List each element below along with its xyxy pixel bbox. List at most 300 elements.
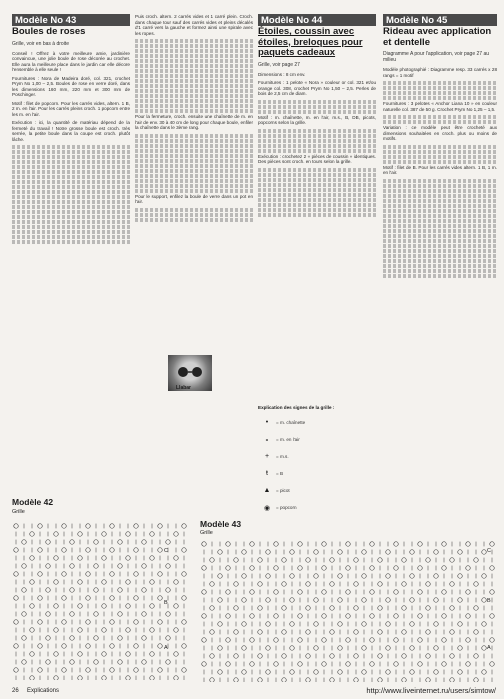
text-line	[383, 249, 497, 253]
text-line	[135, 39, 253, 43]
section-label-c: C	[164, 548, 168, 554]
popcorn-stitch	[86, 620, 90, 624]
popcorn-stitch	[378, 606, 382, 610]
popcorn-stitch	[46, 588, 50, 592]
cat-caption: Llabar	[176, 385, 192, 391]
popcorn-stitch	[118, 636, 122, 640]
popcorn-stitch	[362, 670, 366, 674]
page-number: 26	[12, 688, 19, 694]
popcorn-stitch	[314, 550, 318, 554]
popcorn-stitch	[182, 548, 186, 552]
popcorn-stitch	[394, 566, 398, 570]
popcorn-stitch	[354, 630, 358, 634]
popcorn-stitch	[142, 636, 146, 640]
legend-label: = B	[276, 471, 284, 476]
popcorn-stitch	[14, 644, 18, 648]
popcorn-stitch	[394, 638, 398, 642]
popcorn-stitch	[174, 556, 178, 560]
popcorn-stitch	[466, 662, 470, 666]
text-line	[258, 198, 376, 202]
model-44-subtitle: Étoiles, coussin avec étoiles, breloques pour paquets cadeaux	[258, 26, 363, 58]
popcorn-stitch	[250, 566, 254, 570]
model-43-subtitle: Boules de roses	[12, 26, 86, 37]
legend-item	[258, 482, 378, 499]
text-line	[135, 64, 253, 68]
popcorn-stitch	[306, 606, 310, 610]
popcorn-stitch	[126, 580, 130, 584]
popcorn-stitch	[14, 572, 18, 576]
popcorn-stitch	[298, 662, 302, 666]
popcorn-stitch	[78, 652, 82, 656]
popcorn-stitch	[46, 540, 50, 544]
popcorn-stitch	[306, 558, 310, 562]
popcorn-stitch	[322, 614, 326, 618]
text-line	[135, 184, 253, 188]
text-line	[12, 235, 130, 239]
chart-42-grid	[12, 522, 188, 680]
popcorn-stitch	[78, 676, 82, 680]
popcorn-stitch	[466, 590, 470, 594]
popcorn-stitch	[426, 558, 430, 562]
popcorn-stitch	[282, 654, 286, 658]
popcorn-stitch	[210, 558, 214, 562]
popcorn-stitch	[226, 542, 230, 546]
popcorn-stitch	[14, 620, 18, 624]
section-label-a: A	[487, 645, 491, 651]
popcorn-stitch	[30, 652, 34, 656]
popcorn-stitch	[442, 542, 446, 546]
text-line	[383, 244, 497, 248]
popcorn-stitch	[242, 646, 246, 650]
text-line	[258, 203, 376, 207]
popcorn-stitch	[474, 606, 478, 610]
chart-42-subtitle: Grille	[12, 509, 25, 515]
text-line	[383, 81, 497, 85]
chain-stitch-icon: •	[265, 419, 269, 426]
popcorn-stitch	[266, 622, 270, 626]
model-44-meta: Grille, voir page 27	[258, 61, 300, 68]
popcorn-stitch	[466, 638, 470, 642]
popcorn-stitch	[158, 620, 162, 624]
popcorn-stitch	[126, 556, 130, 560]
popcorn-stitch	[226, 662, 230, 666]
popcorn-stitch	[126, 628, 130, 632]
text-line	[258, 139, 376, 143]
text-line	[258, 213, 376, 217]
popcorn-stitch	[450, 558, 454, 562]
text-line	[383, 120, 497, 124]
popcorn-stitch	[474, 558, 478, 562]
popcorn-stitch	[434, 550, 438, 554]
popcorn-stitch	[166, 564, 170, 568]
popcorn-stitch	[450, 630, 454, 634]
popcorn-stitch	[410, 550, 414, 554]
text-line	[383, 91, 497, 95]
popcorn-stitch	[210, 678, 214, 682]
popcorn-stitch	[54, 628, 58, 632]
text-line	[383, 234, 497, 238]
popcorn-stitch	[330, 558, 334, 562]
popcorn-stitch	[174, 532, 178, 536]
popcorn-stitch	[490, 566, 494, 570]
popcorn-stitch	[274, 542, 278, 546]
popcorn-stitch	[94, 540, 98, 544]
model-43-title: Modèle No 43	[12, 14, 130, 26]
popcorn-stitch	[354, 582, 358, 586]
text-line	[135, 79, 253, 83]
model-44-para3: Motif : m. chaînette, m. en l'air, m.s., B, DB, picots, popcorns selon la grille.	[258, 114, 376, 125]
popcorn-stitch	[110, 620, 114, 624]
popcorn-stitch	[242, 622, 246, 626]
popcorn-stitch	[22, 564, 26, 568]
text-line	[135, 99, 253, 103]
popcorn-stitch	[354, 678, 358, 682]
popcorn-stitch	[426, 678, 430, 682]
popcorn-stitch	[242, 550, 246, 554]
popcorn-stitch	[370, 614, 374, 618]
popcorn-stitch	[442, 638, 446, 642]
popcorn-stitch	[150, 580, 154, 584]
source-url[interactable]: http://www.liveinternet.ru/users/simtow/	[366, 686, 496, 695]
text-line	[12, 165, 130, 169]
popcorn-stitch	[354, 558, 358, 562]
popcorn-stitch	[314, 598, 318, 602]
popcorn-stitch	[362, 598, 366, 602]
chart-43-grid	[200, 540, 496, 682]
popcorn-stitch	[250, 542, 254, 546]
popcorn-stitch	[126, 652, 130, 656]
popcorn-stitch	[290, 574, 294, 578]
popcorn-stitch	[14, 596, 18, 600]
popcorn-stitch	[346, 662, 350, 666]
popcorn-icon: ◉	[263, 504, 271, 512]
popcorn-stitch	[134, 644, 138, 648]
popcorn-stitch	[394, 542, 398, 546]
popcorn-stitch	[378, 678, 382, 682]
text-line	[258, 149, 376, 153]
model-45-para1: Modèle photographié : Diagramme resp. 33 carrés x 28 rangs = 1 motif	[383, 67, 497, 78]
popcorn-stitch	[402, 582, 406, 586]
popcorn-stitch	[202, 542, 206, 546]
popcorn-stitch	[174, 628, 178, 632]
text-line	[383, 160, 497, 164]
legend-label: = m. chaînette	[276, 420, 306, 425]
popcorn-stitch	[174, 604, 178, 608]
popcorn-stitch	[298, 542, 302, 546]
popcorn-stitch	[450, 654, 454, 658]
popcorn-stitch	[150, 652, 154, 656]
popcorn-stitch	[174, 676, 178, 680]
popcorn-stitch	[38, 524, 42, 528]
text-line	[12, 210, 130, 214]
popcorn-stitch	[158, 524, 162, 528]
popcorn-stitch	[38, 596, 42, 600]
text-line	[135, 54, 253, 58]
popcorn-stitch	[266, 646, 270, 650]
popcorn-stitch	[490, 542, 494, 546]
popcorn-stitch	[102, 532, 106, 536]
popcorn-stitch	[306, 582, 310, 586]
popcorn-stitch	[102, 676, 106, 680]
popcorn-stitch	[30, 556, 34, 560]
popcorn-stitch	[362, 646, 366, 650]
popcorn-stitch	[330, 606, 334, 610]
popcorn-stitch	[46, 564, 50, 568]
model-45-para2: Fournitures : 3 pelotes « Anchor Liana 10 » en couleur naturelle col. 387 de 50 g. Crochet Prym No 1,25 – 1,5.	[383, 101, 497, 112]
text-line	[383, 145, 497, 149]
popcorn-stitch	[370, 662, 374, 666]
popcorn-stitch	[386, 670, 390, 674]
popcorn-stitch	[118, 588, 122, 592]
popcorn-stitch	[442, 614, 446, 618]
popcorn-stitch	[410, 574, 414, 578]
popcorn-stitch	[218, 622, 222, 626]
popcorn-stitch	[338, 622, 342, 626]
popcorn-stitch	[158, 572, 162, 576]
model-43-para1: Conseil ! Offrez à votre meilleure amie, jardinière convaincue, une jolie boule de rose décorée au crochet. Elle aura la meilleure place dans le jardin car elle décore l'ensemble à elle seule !	[12, 50, 130, 72]
popcorn-stitch	[150, 604, 154, 608]
popcorn-stitch	[458, 598, 462, 602]
popcorn-stitch	[434, 670, 438, 674]
popcorn-stitch	[338, 574, 342, 578]
popcorn-stitch	[102, 580, 106, 584]
popcorn-stitch	[150, 532, 154, 536]
popcorn-stitch	[402, 654, 406, 658]
text-line	[258, 105, 376, 109]
popcorn-stitch	[78, 580, 82, 584]
popcorn-stitch	[370, 542, 374, 546]
popcorn-stitch	[466, 566, 470, 570]
legend-label: = picot	[276, 488, 290, 493]
text-line	[135, 208, 253, 212]
popcorn-stitch	[134, 548, 138, 552]
model-43-para2: Fournitures : Nora de Madeira doré, col. 321, crochet Prym No 1,00 – 2,5. Boules de rose en verre doré, dans les dimensions 160 mm, 220 mm et 300 mm de Poschinger.	[12, 75, 130, 97]
text-line	[383, 199, 497, 203]
popcorn-stitch	[282, 630, 286, 634]
text-line	[258, 129, 376, 133]
popcorn-stitch	[418, 590, 422, 594]
popcorn-stitch	[330, 654, 334, 658]
popcorn-stitch	[62, 548, 66, 552]
text-line	[383, 86, 497, 90]
legend-item	[258, 499, 378, 516]
popcorn-stitch	[402, 678, 406, 682]
text-line	[383, 239, 497, 243]
popcorn-stitch	[126, 676, 130, 680]
text-line	[258, 144, 376, 148]
popcorn-stitch	[458, 646, 462, 650]
popcorn-stitch	[46, 660, 50, 664]
popcorn-stitch	[434, 574, 438, 578]
popcorn-stitch	[442, 662, 446, 666]
text-line	[12, 195, 130, 199]
text-line	[135, 134, 253, 138]
popcorn-stitch	[346, 566, 350, 570]
popcorn-stitch	[298, 590, 302, 594]
popcorn-stitch	[474, 630, 478, 634]
text-line	[12, 175, 130, 179]
popcorn-stitch	[94, 660, 98, 664]
popcorn-stitch	[250, 662, 254, 666]
popcorn-stitch	[62, 572, 66, 576]
popcorn-stitch	[290, 646, 294, 650]
model-44-para1: Dimensions : 8 cm env.	[258, 71, 306, 77]
popcorn-stitch	[14, 524, 18, 528]
popcorn-stitch	[282, 606, 286, 610]
middle-para2: Pour la fermeture, croch. ensuite une chaînette de m. en l'air de env. 30 à 40 cm de long pour chaque boule, enfiler la chaînette dans le 3ème rang.	[135, 114, 253, 130]
text-line	[258, 173, 376, 177]
popcorn-stitch	[282, 558, 286, 562]
popcorn-stitch	[202, 662, 206, 666]
popcorn-stitch	[226, 566, 230, 570]
text-line	[258, 193, 376, 197]
popcorn-stitch	[46, 612, 50, 616]
popcorn-stitch	[94, 564, 98, 568]
double-crochet-icon: ŧ	[266, 470, 268, 477]
popcorn-stitch	[322, 638, 326, 642]
text-line	[383, 214, 497, 218]
text-line	[383, 96, 497, 100]
popcorn-stitch	[354, 606, 358, 610]
popcorn-stitch	[490, 590, 494, 594]
text-line	[258, 168, 376, 172]
popcorn-stitch	[166, 636, 170, 640]
text-line	[383, 274, 497, 278]
legend-item	[258, 431, 378, 448]
popcorn-stitch	[314, 574, 318, 578]
popcorn-stitch	[234, 678, 238, 682]
popcorn-stitch	[258, 582, 262, 586]
popcorn-stitch	[166, 660, 170, 664]
popcorn-stitch	[290, 550, 294, 554]
popcorn-stitch	[30, 580, 34, 584]
popcorn-stitch	[418, 566, 422, 570]
popcorn-stitch	[22, 612, 26, 616]
popcorn-stitch	[370, 590, 374, 594]
popcorn-stitch	[338, 550, 342, 554]
text-line	[135, 164, 253, 168]
popcorn-stitch	[410, 646, 414, 650]
popcorn-stitch	[94, 636, 98, 640]
popcorn-stitch	[62, 524, 66, 528]
text-line	[258, 134, 376, 138]
popcorn-stitch	[330, 582, 334, 586]
popcorn-stitch	[174, 652, 178, 656]
popcorn-stitch	[38, 572, 42, 576]
model-44-para2: Fournitures : 1 pelote « Nora » couleur or col. 321 et/ou orange col. 308, crochet Prym No 1,50 – 2,5. Perles de bois de 2,5 cm de diam.	[258, 80, 376, 96]
popcorn-stitch	[242, 574, 246, 578]
text-line	[383, 259, 497, 263]
popcorn-stitch	[346, 542, 350, 546]
popcorn-stitch	[482, 670, 486, 674]
popcorn-stitch	[274, 638, 278, 642]
model-44-para4: Exécution : crochetez 2 « pièces de coussin » identiques. Des pièces sont croch. en tours selon la grille.	[258, 153, 376, 164]
popcorn-stitch	[258, 630, 262, 634]
popcorn-stitch	[370, 566, 374, 570]
popcorn-stitch	[482, 622, 486, 626]
popcorn-stitch	[386, 574, 390, 578]
popcorn-stitch	[306, 654, 310, 658]
picot-icon: ▲	[263, 487, 271, 494]
popcorn-stitch	[386, 550, 390, 554]
popcorn-stitch	[202, 566, 206, 570]
section-label-a: A	[164, 645, 168, 651]
popcorn-stitch	[226, 638, 230, 642]
text-line	[135, 69, 253, 73]
popcorn-stitch	[298, 638, 302, 642]
text-line	[12, 240, 130, 244]
text-line	[135, 174, 253, 178]
popcorn-stitch	[38, 548, 42, 552]
text-line	[12, 230, 130, 234]
text-line	[258, 183, 376, 187]
popcorn-stitch	[410, 670, 414, 674]
text-line	[135, 179, 253, 183]
popcorn-stitch	[158, 644, 162, 648]
popcorn-stitch	[70, 564, 74, 568]
popcorn-stitch	[482, 646, 486, 650]
model-45-meta: Diagramme A pour l'application, voir page 27 au milieu	[383, 51, 490, 63]
text-line	[135, 189, 253, 193]
popcorn-stitch	[102, 628, 106, 632]
popcorn-stitch	[490, 614, 494, 618]
popcorn-stitch	[86, 644, 90, 648]
legend-label: = m.s.	[276, 454, 289, 459]
popcorn-stitch	[142, 612, 146, 616]
popcorn-stitch	[266, 598, 270, 602]
popcorn-stitch	[258, 558, 262, 562]
popcorn-stitch	[442, 590, 446, 594]
popcorn-stitch	[22, 540, 26, 544]
popcorn-stitch	[38, 620, 42, 624]
text-line	[135, 154, 253, 158]
popcorn-stitch	[250, 614, 254, 618]
text-line	[12, 145, 130, 149]
popcorn-stitch	[426, 654, 430, 658]
popcorn-stitch	[110, 596, 114, 600]
popcorn-stitch	[142, 660, 146, 664]
popcorn-stitch	[226, 590, 230, 594]
text-line	[135, 159, 253, 163]
popcorn-stitch	[234, 582, 238, 586]
popcorn-stitch	[458, 574, 462, 578]
text-line	[12, 215, 130, 219]
air-stitch-icon: ∘	[264, 436, 270, 444]
popcorn-stitch	[362, 622, 366, 626]
popcorn-stitch	[30, 604, 34, 608]
popcorn-stitch	[378, 654, 382, 658]
text-line	[258, 188, 376, 192]
text-line	[135, 59, 253, 63]
popcorn-stitch	[434, 622, 438, 626]
popcorn-stitch	[314, 670, 318, 674]
popcorn-stitch	[234, 606, 238, 610]
popcorn-stitch	[450, 582, 454, 586]
popcorn-stitch	[202, 614, 206, 618]
popcorn-stitch	[78, 604, 82, 608]
popcorn-stitch	[250, 638, 254, 642]
popcorn-stitch	[158, 548, 162, 552]
popcorn-stitch	[474, 678, 478, 682]
popcorn-stitch	[338, 598, 342, 602]
popcorn-stitch	[142, 564, 146, 568]
popcorn-stitch	[458, 550, 462, 554]
popcorn-stitch	[282, 678, 286, 682]
popcorn-stitch	[30, 532, 34, 536]
popcorn-stitch	[54, 676, 58, 680]
popcorn-stitch	[346, 614, 350, 618]
model-45-para3: Variation : ce modèle peut être crocheté aux dimensions souhaitées en croch. plus ou moins de motifs.	[383, 125, 497, 141]
